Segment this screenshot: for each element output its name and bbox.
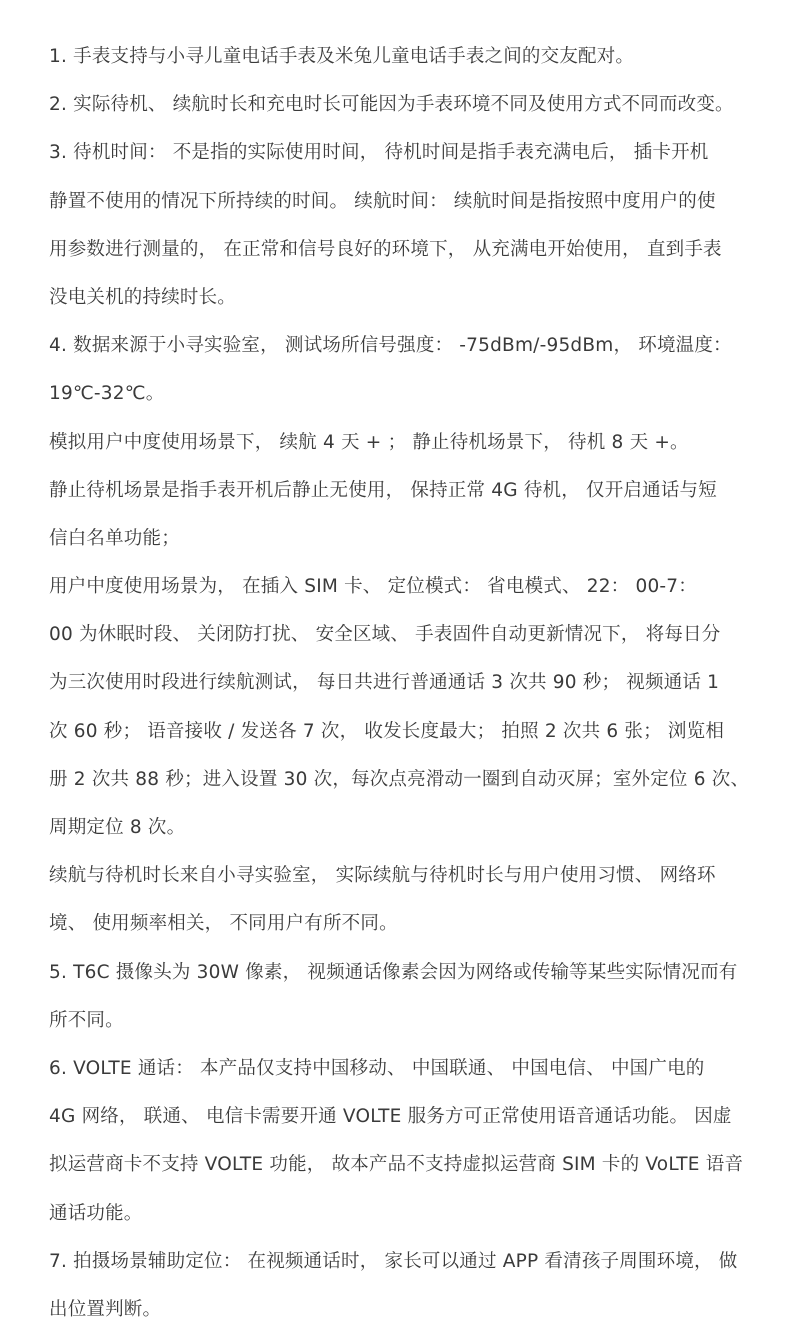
text-line: 通话功能。 [49,1202,143,1224]
text-line: 00 为休眠时段、 关闭防打扰、 安全区域、 手表固件自动更新情况下， 将每日分 [49,624,721,646]
text-line: 4G 网络， 联通、 电信卡需要开通 VOLTE 服务方可正常使用语音通话功能。 因虚 [49,1106,732,1128]
text-line: 静置不使用的情况下所持续的时间。 续航时间： 续航时间是指按照中度用户的使 [49,190,716,212]
text-line: 续航与待机时长来自小寻实验室， 实际续航与待机时长与用户使用习惯、 网络环 [49,865,716,887]
text-line: 用参数进行测量的， 在正常和信号良好的环境下， 从充满电开始使用， 直到手表 [49,238,722,260]
text-line: 境、 使用频率相关， 不同用户有所不同。 [49,913,398,935]
text-line: 为三次使用时段进行续航测试， 每日共进行普通通话 3 次共 90 秒； 视频通话 1 [49,672,720,694]
text-line: 拟运营商卡不支持 VOLTE 功能， 故本产品不支持虚拟运营商 SIM 卡的 VoLTE 语音 [49,1154,744,1176]
text-line: 静止待机场景是指手表开机后静止无使用， 保持正常 4G 待机， 仅开启通话与短 [49,479,717,501]
text-line: 5. T6C 摄像头为 30W 像素， 视频通话像素会因为网络或传输等某些实际情况而有 [49,961,738,983]
text-line: 出位置判断。 [49,1298,162,1320]
text-line: 模拟用户中度使用场景下， 续航 4 天 + ； 静止待机场景下， 待机 8 天 +。 [49,431,689,453]
text-line: 次 60 秒； 语音接收 / 发送各 7 次， 收发长度最大； 拍照 2 次共 6 张； 浏览相 [49,720,725,742]
text-line: 信白名单功能； [49,527,180,549]
text-line: 1. 手表支持与小寻儿童电话手表及米兔儿童电话手表之间的交友配对。 [49,46,635,67]
text-line: 4. 数据来源于小寻实验室， 测试场所信号强度： -75dBm/-95dBm， 环境温度： [49,335,732,357]
text-line: 3. 待机时间： 不是指的实际使用时间， 待机时间是指手表充满电后， 插卡开机 [49,142,709,164]
text-line: 册 2 次共 88 秒；进入设置 30 次，每次点亮滑动一圈到自动灭屏；室外定位 6 次、 [49,768,750,790]
text-line: 周期定位 8 次。 [49,817,186,838]
text-line: 7. 拍摄场景辅助定位： 在视频通话时， 家长可以通过 APP 看清孩子周围环境， 做 [49,1250,738,1272]
text-line: 没电关机的持续时长。 [49,286,237,308]
document-body [0,33,790,1334]
text-line: 2. 实际待机、 续航时长和充电时长可能因为手表环境不同及使用方式不同而改变。 [49,94,734,116]
text-line: 6. VOLTE 通话： 本产品仅支持中国移动、 中国联通、 中国电信、 中国广电的 [49,1057,705,1079]
text-line: 19℃-32℃。 [49,383,165,405]
text-line: 用户中度使用场景为， 在插入 SIM 卡、 定位模式： 省电模式、 22： 00-7： [49,576,697,598]
text-line: 所不同。 [49,1009,124,1031]
